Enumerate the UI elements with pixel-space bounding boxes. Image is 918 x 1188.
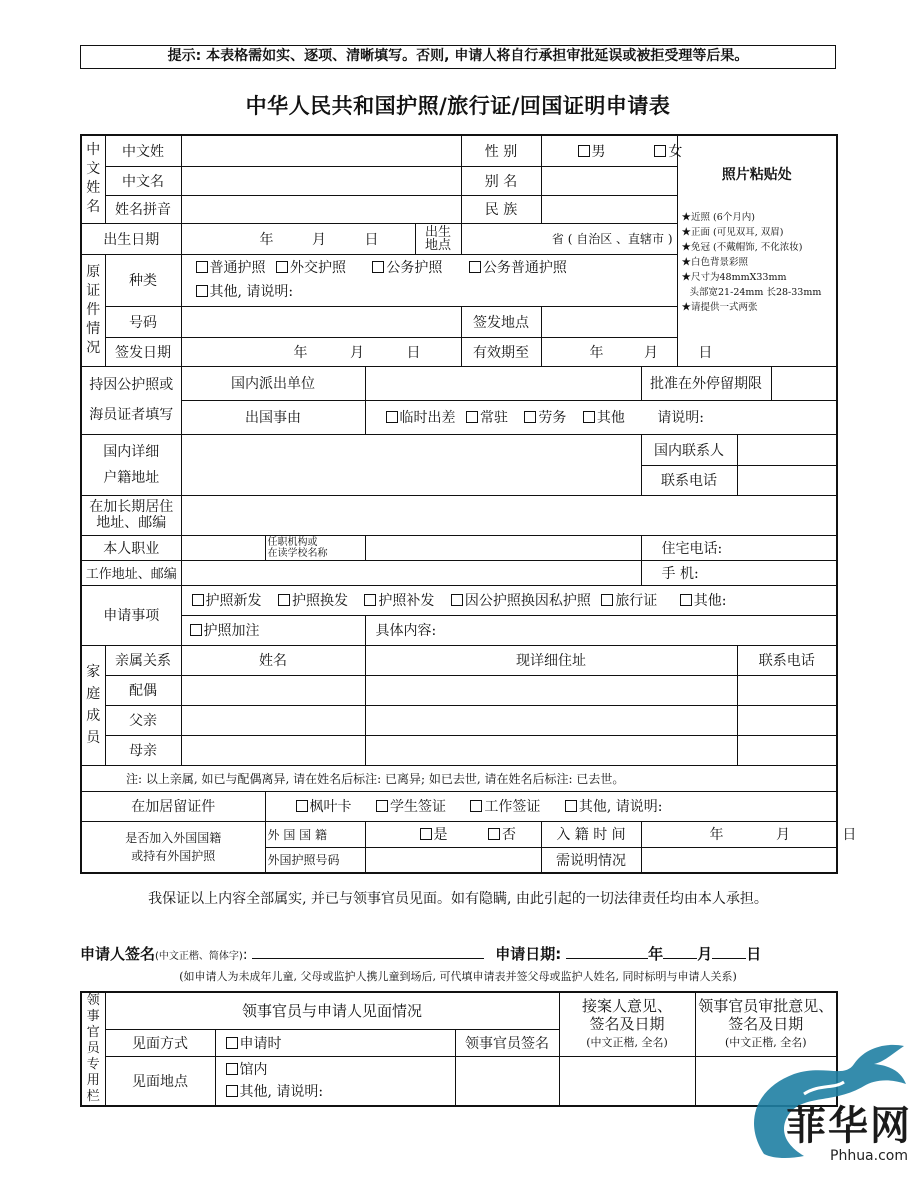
consular-table [80, 991, 838, 1107]
endorse-label: 护照加注 [203, 623, 260, 639]
receiver-header-1: 接案人意见、 [581, 996, 672, 1015]
study-permit-checkbox[interactable] [376, 800, 388, 812]
birth-place-label-text: 出生地点 [424, 224, 451, 253]
dispatch-unit-field[interactable] [365, 366, 641, 400]
other-doc-label: 其他, 请说明: [209, 284, 294, 300]
date-day: 日 [746, 945, 762, 963]
doc-number-label: 号码 [105, 306, 181, 337]
photo-req-7: ★请提供一式两张 [681, 302, 758, 313]
application-label: 申请事项 [81, 585, 181, 645]
local-address-label [81, 495, 181, 535]
family-header-relation: 亲属关系 [105, 645, 181, 675]
relation-spouse: 配偶 [105, 675, 181, 705]
study-permit-label: 学生签证 [389, 799, 446, 815]
officer-sign-field[interactable] [455, 1056, 559, 1106]
new-passport-checkbox[interactable] [192, 594, 204, 606]
foreign-yes-checkbox[interactable] [420, 828, 432, 840]
mobile-field[interactable] [641, 560, 837, 585]
convert-passport-checkbox[interactable] [451, 594, 463, 606]
photo-req-3: ★免冠 (不戴帽饰, 不化浓妆) [681, 242, 803, 253]
replace-passport-label: 护照补发 [378, 593, 435, 609]
foreign-label-1: 是否加入外国国籍 [125, 830, 222, 845]
work-address-label: 工作地址、邮编 [81, 560, 181, 585]
spouse-address-field[interactable] [365, 675, 737, 705]
approver-header-2: 签名及日期 [728, 1014, 804, 1033]
father-phone-field[interactable] [737, 705, 837, 735]
alias-label: 别 名 [461, 166, 541, 195]
employer-field[interactable] [365, 535, 641, 560]
maple-leaf-card-checkbox[interactable] [296, 800, 308, 812]
photo-req-6: 头部宽21-24mm 长28-33mm [689, 287, 822, 298]
purpose-label: 出国事由 [181, 400, 365, 434]
receiver-header [559, 992, 695, 1056]
birth-place-label [415, 223, 461, 254]
method-option: 申请时 [239, 1035, 282, 1052]
purpose-explain: 请说明: [657, 410, 705, 426]
travel-doc-label: 旅行证 [615, 593, 658, 609]
place-inside-checkbox[interactable] [226, 1063, 238, 1075]
father-address-field[interactable] [365, 705, 737, 735]
birth-date-field[interactable] [181, 223, 415, 254]
residence-other-checkbox[interactable] [565, 800, 577, 812]
issue-year: 年 [293, 344, 308, 361]
stay-period-field[interactable] [771, 366, 837, 400]
signature-row: 申请人签名(中文正楷、简体字): 申请日期: 年 月 日 [80, 945, 762, 963]
public-ordinary-passport-label: 公务普通护照 [482, 260, 567, 276]
business-trip-label: 临时出差 [399, 410, 456, 426]
family-header-name: 姓名 [181, 645, 365, 675]
foreign-label [81, 821, 265, 873]
business-trip-checkbox[interactable] [386, 411, 398, 423]
naturalization-label: 入 籍 时 间 [541, 821, 641, 847]
place-options [215, 1056, 455, 1106]
spouse-phone-field[interactable] [737, 675, 837, 705]
signature-label: 申请人签名 [80, 945, 156, 963]
stay-period-label: 批准在外停留期限 [641, 366, 771, 400]
work-permit-checkbox[interactable] [470, 800, 482, 812]
pinyin-field[interactable] [181, 195, 461, 223]
labor-label: 劳务 [538, 410, 567, 426]
replace-passport-checkbox[interactable] [364, 594, 376, 606]
declaration: 我保证以上内容全部属实, 并已与领事官员见面。如有隐瞒, 由此引起的一切法律责任均由本人承担。 [148, 891, 768, 907]
nat-day: 日 [842, 827, 857, 843]
official-group-label [81, 366, 181, 434]
valid-until-label: 有效期至 [461, 337, 541, 366]
relation-father: 父亲 [105, 705, 181, 735]
resident-label: 常驻 [479, 410, 508, 426]
female-label: 女 [668, 143, 683, 160]
main-form [80, 134, 857, 874]
labor-checkbox[interactable] [524, 411, 536, 423]
official-label-1: 持因公护照或 [89, 377, 174, 393]
home-phone-label: 住宅电话: [661, 540, 723, 557]
issue-day: 日 [406, 344, 421, 361]
issue-place-field[interactable] [541, 306, 677, 337]
given-name-field[interactable] [181, 166, 461, 195]
form-title: 中华人民共和国护照/旅行证/回国证明申请表 [245, 93, 671, 118]
birth-date-label: 出生日期 [81, 223, 181, 254]
nationality-label: 外 国 国 籍 [265, 821, 365, 847]
maple-leaf-card-label: 枫叶卡 [309, 799, 352, 815]
convert-passport-label: 因公护照换因私护照 [464, 593, 591, 609]
new-passport-label: 护照新发 [205, 593, 262, 609]
birth-day: 日 [364, 231, 379, 248]
foreign-no-checkbox[interactable] [488, 828, 500, 840]
public-ordinary-passport-checkbox[interactable] [469, 261, 481, 273]
application-options [181, 585, 837, 615]
alias-field[interactable] [541, 166, 677, 195]
local-address-label-2: 地址、邮编 [96, 515, 167, 531]
mobile-label: 手 机: [661, 565, 699, 582]
endorse-details-field[interactable] [365, 615, 837, 645]
domestic-contact-field[interactable] [737, 434, 837, 465]
ethnicity-field[interactable] [541, 195, 677, 223]
birth-year: 年 [259, 231, 274, 248]
employer-label-2: 在读学校名称 [267, 547, 328, 559]
photo-req-4: ★白色背景彩照 [681, 257, 749, 268]
father-name-field[interactable] [181, 705, 365, 735]
work-address-field[interactable] [181, 560, 641, 585]
residence-options [265, 791, 837, 821]
work-permit-label: 工作签证 [484, 799, 541, 815]
contact-phone-label: 联系电话 [641, 465, 737, 495]
place-other-checkbox[interactable] [226, 1085, 238, 1097]
signature-hint: (中文正楷、简体字) [155, 951, 243, 962]
residence-label: 在加居留证件 [81, 791, 265, 821]
ethnicity-label: 民 族 [461, 195, 541, 223]
meeting-header: 领事官员与申请人见面情况 [105, 992, 559, 1029]
method-option-cell [215, 1029, 455, 1056]
occupation-field[interactable] [181, 535, 265, 560]
residence-other-label: 其他, 请说明: [578, 799, 663, 815]
contact-phone-field[interactable] [737, 465, 837, 495]
approver-sub: (中文正楷, 全名) [724, 1035, 807, 1049]
nat-year: 年 [709, 827, 724, 843]
purpose-other-checkbox[interactable] [583, 411, 595, 423]
renew-passport-checkbox[interactable] [278, 594, 290, 606]
hukou-label-1: 国内详细 [103, 443, 160, 460]
doc-number-field[interactable] [181, 306, 461, 337]
watermark-url: Phhua.com [830, 1148, 908, 1164]
other-doc-checkbox[interactable] [196, 285, 208, 297]
family-group-label: 家庭成员 [81, 645, 105, 765]
birth-month: 月 [312, 231, 326, 248]
travel-doc-checkbox[interactable] [601, 594, 613, 606]
pinyin-label: 姓名拼音 [105, 195, 181, 223]
photo-area [677, 135, 837, 366]
valid-month: 月 [643, 344, 658, 361]
mother-address-field[interactable] [365, 735, 737, 765]
purpose-other-label: 其他 [596, 410, 625, 426]
gender-options [541, 135, 683, 166]
endorse-cell [181, 615, 365, 645]
gender-label: 性 别 [461, 135, 541, 166]
explain-field[interactable] [641, 847, 837, 873]
local-address-label-1: 在加长期居住 [89, 499, 174, 515]
date-year-field[interactable] [566, 958, 648, 959]
hukou-field[interactable] [181, 434, 641, 495]
family-header-phone: 联系电话 [737, 645, 837, 675]
female-checkbox[interactable] [654, 145, 666, 157]
service-passport-label: 公务护照 [386, 260, 443, 276]
endorse-checkbox[interactable] [190, 624, 202, 636]
surname-label: 中文姓 [105, 135, 181, 166]
male-checkbox[interactable] [578, 145, 590, 157]
name-group-label: 中文姓名 [81, 135, 105, 223]
valid-until-field[interactable] [541, 337, 713, 366]
date-month: 月 [697, 945, 713, 963]
given-name-label: 中文名 [105, 166, 181, 195]
dispatch-unit-label: 国内派出单位 [181, 366, 365, 400]
doc-type-label: 种类 [105, 254, 181, 306]
mother-name-field[interactable] [181, 735, 365, 765]
photo-title: 照片粘贴处 [721, 167, 792, 183]
nat-month: 月 [775, 827, 790, 843]
method-label: 见面方式 [105, 1029, 215, 1056]
application-other-checkbox[interactable] [680, 594, 692, 606]
issue-date-field[interactable] [181, 337, 461, 366]
employer-label [265, 535, 365, 560]
watermark-logo [734, 1034, 912, 1174]
foreign-passport-field[interactable] [365, 847, 541, 873]
application-date-label: 申请日期: [495, 945, 562, 963]
valid-day: 日 [698, 344, 713, 361]
receiver-field[interactable] [559, 1056, 695, 1106]
application-other-label: 其他: [693, 593, 727, 609]
endorse-details-label: 具体内容: [375, 623, 437, 639]
signature-field[interactable] [252, 958, 484, 959]
method-checkbox[interactable] [226, 1037, 238, 1049]
foreign-yes-label: 是 [433, 827, 448, 843]
orig-doc-group-label: 原证件情况 [81, 254, 105, 366]
receiver-sub: (中文正楷, 全名) [586, 1035, 668, 1049]
hukou-label [81, 434, 181, 495]
mother-phone-field[interactable] [737, 735, 837, 765]
relation-mother: 母亲 [105, 735, 181, 765]
home-phone-field[interactable] [641, 535, 837, 560]
birth-place-field[interactable] [461, 223, 677, 254]
approver-header-1: 领事官员审批意见、 [698, 996, 834, 1015]
notice-banner: 提示: 本表格需如实、逐项、清晰填写。否则, 申请人将自行承担审批延误或被拒受理等后果。 [80, 45, 836, 69]
explain-label: 需说明情况 [541, 847, 641, 873]
spouse-name-field[interactable] [181, 675, 365, 705]
consular-side-label: 领事官员专用栏 [81, 992, 105, 1106]
issue-place-label: 签发地点 [461, 306, 541, 337]
photo-req-5: ★尺寸为48mmX33mm [681, 272, 787, 283]
official-label-2: 海员证者填写 [89, 407, 174, 423]
naturalization-field[interactable] [641, 821, 857, 847]
date-month-field[interactable] [663, 958, 697, 959]
place-label: 见面地点 [105, 1056, 215, 1106]
foreign-label-2: 或持有外国护照 [131, 848, 216, 863]
diplomatic-passport-label: 外交护照 [289, 260, 346, 276]
foreign-no-label: 否 [501, 827, 516, 843]
resident-checkbox[interactable] [466, 411, 478, 423]
watermark-brand: 菲华网 [786, 1102, 912, 1149]
family-note: 注: 以上亲属, 如已与配偶离异, 请在姓名后标注: 已离异; 如已去世, 请在姓名后标注: 已去世。 [81, 765, 837, 791]
date-year: 年 [648, 945, 664, 963]
purpose-options [365, 400, 837, 434]
family-header-address: 现详细住址 [365, 645, 737, 675]
hukou-label-2: 户籍地址 [103, 469, 160, 486]
diplomatic-passport-checkbox[interactable] [276, 261, 288, 273]
place-other-label: 其他, 请说明: [239, 1083, 324, 1100]
doc-type-options [181, 254, 677, 306]
receiver-header-2: 签名及日期 [589, 1014, 665, 1033]
local-address-field[interactable] [181, 495, 837, 535]
issue-date-label: 签发日期 [105, 337, 181, 366]
issue-month: 月 [350, 344, 364, 361]
domestic-contact-label: 国内联系人 [641, 434, 737, 465]
signature-note: (如申请人为未成年儿童, 父母或监护人携儿童到场后, 可代填申请表并签父母或监护人姓名, 同时标明与申请人关系) [179, 970, 737, 983]
occupation-label: 本人职业 [81, 535, 181, 560]
photo-req-1: ★近照 (6个月内) [681, 212, 755, 223]
ordinary-passport-label: 普通护照 [209, 260, 266, 276]
service-passport-checkbox[interactable] [372, 261, 384, 273]
employer-label-1: 任职机构或 [267, 536, 318, 548]
officer-sign-label: 领事官员签名 [455, 1029, 559, 1056]
ordinary-passport-checkbox[interactable] [196, 261, 208, 273]
renew-passport-label: 护照换发 [291, 593, 348, 609]
nationality-options [365, 821, 541, 847]
place-inside-label: 馆内 [239, 1061, 268, 1078]
province-hint: 省 ( 自治区 、直辖市 ) [551, 232, 673, 246]
foreign-passport-label: 外国护照号码 [265, 847, 365, 873]
valid-year: 年 [589, 344, 604, 361]
date-day-field[interactable] [712, 958, 746, 959]
male-label: 男 [591, 143, 606, 160]
surname-field[interactable] [181, 135, 461, 166]
photo-req-2: ★正面 (可见双耳, 双眉) [681, 227, 784, 238]
